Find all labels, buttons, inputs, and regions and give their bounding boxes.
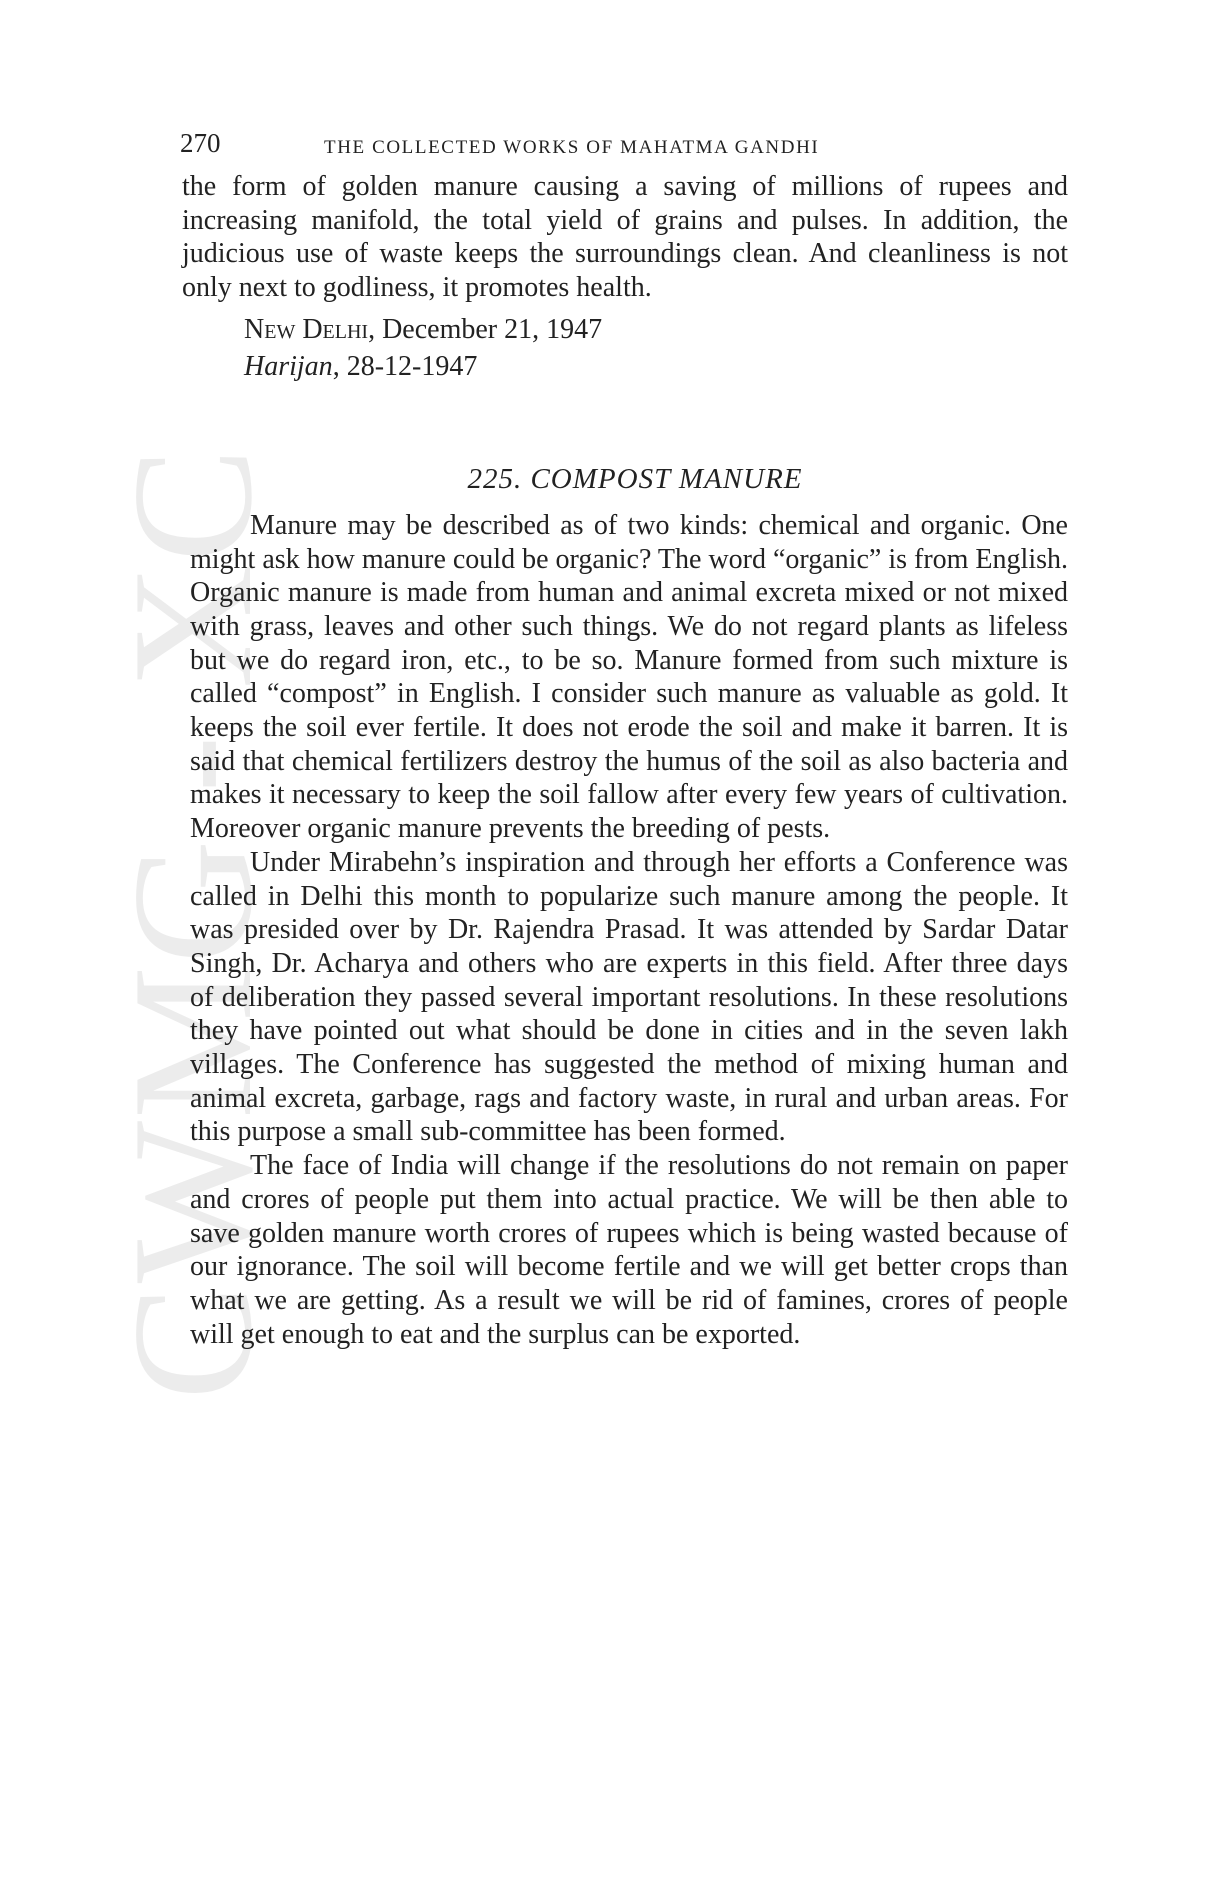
source-title: Harijan	[244, 350, 333, 382]
article-paragraph: Manure may be described as of two kinds: chemical and organic. One might ask how manure could be organic? The word “organic” is from English. Organic manure is made from human and animal excreta mixed or not mixed with grass, leaves and other such things. We do not regard plants as lifeless but we do regard iron, etc., to be so. Manure formed from such mixture is called “compost” in English. I consider such manure as valuable as gold. It keeps the soil ever fertile. It does not erode the soil and make it barren. It is said that chemical fertilizers destroy the humus of the soil as also bacteria and makes it necessary to keep the soil fallow after every few years of cultivation. Moreover organic manure prevents the breeding of pests.	[190, 509, 1068, 845]
dateline-place: New Delhi	[244, 313, 369, 345]
article-paragraph: Under Mirabehn’s inspiration and through her efforts a Conference was called in Delhi this month to popularize such manure among the people. It was presided over by Dr. Rajendra Prasad. It was attended by Sardar Datar Singh, Dr. Acharya and others who are experts in this field. After three days of deliberation they passed several important resolutions. In these resolutions they have pointed out what should be done in cities and in the seven lakh villages. The Conference has suggested the method of mixing human and animal excreta, garbage, rags and factory waste, in rural and urban areas. For this purpose a small sub-committee has been formed.	[190, 846, 1068, 1148]
dateline-date: , December 21, 1947	[368, 313, 603, 345]
page-number: 270	[180, 128, 221, 158]
source-citation	[244, 348, 1068, 385]
page-header	[182, 128, 1068, 170]
watermark-text: CWMG - XC	[98, 445, 288, 1400]
running-title: THE COLLECTED WORKS OF MAHATMA GANDHI	[324, 137, 820, 158]
page-content	[182, 128, 1068, 1351]
article-paragraph: The face of India will change if the resolutions do not remain on paper and crores of people put them into actual practice. We will be then able to save golden manure worth crores of rupees which is being wasted because of our ignorance. The soil will become fertile and we will get better crops than what we are getting. As a result we will be rid of famines, crores of people will get enough to eat and the surplus can be exported.	[190, 1150, 1068, 1350]
source-date: , 28-12-1947	[332, 350, 478, 382]
dateline	[244, 311, 1068, 348]
article-title: 225. COMPOST MANURE	[467, 462, 803, 495]
continuation-paragraph: the form of golden manure causing a saving of millions of rupees and increasing manifold, the total yield of grains and pulses. In addition, the judicious use of waste keeps the surroundings clean. And cleanliness is not only next to godliness, it promotes health.	[182, 171, 1068, 304]
article-body	[182, 509, 1068, 1352]
